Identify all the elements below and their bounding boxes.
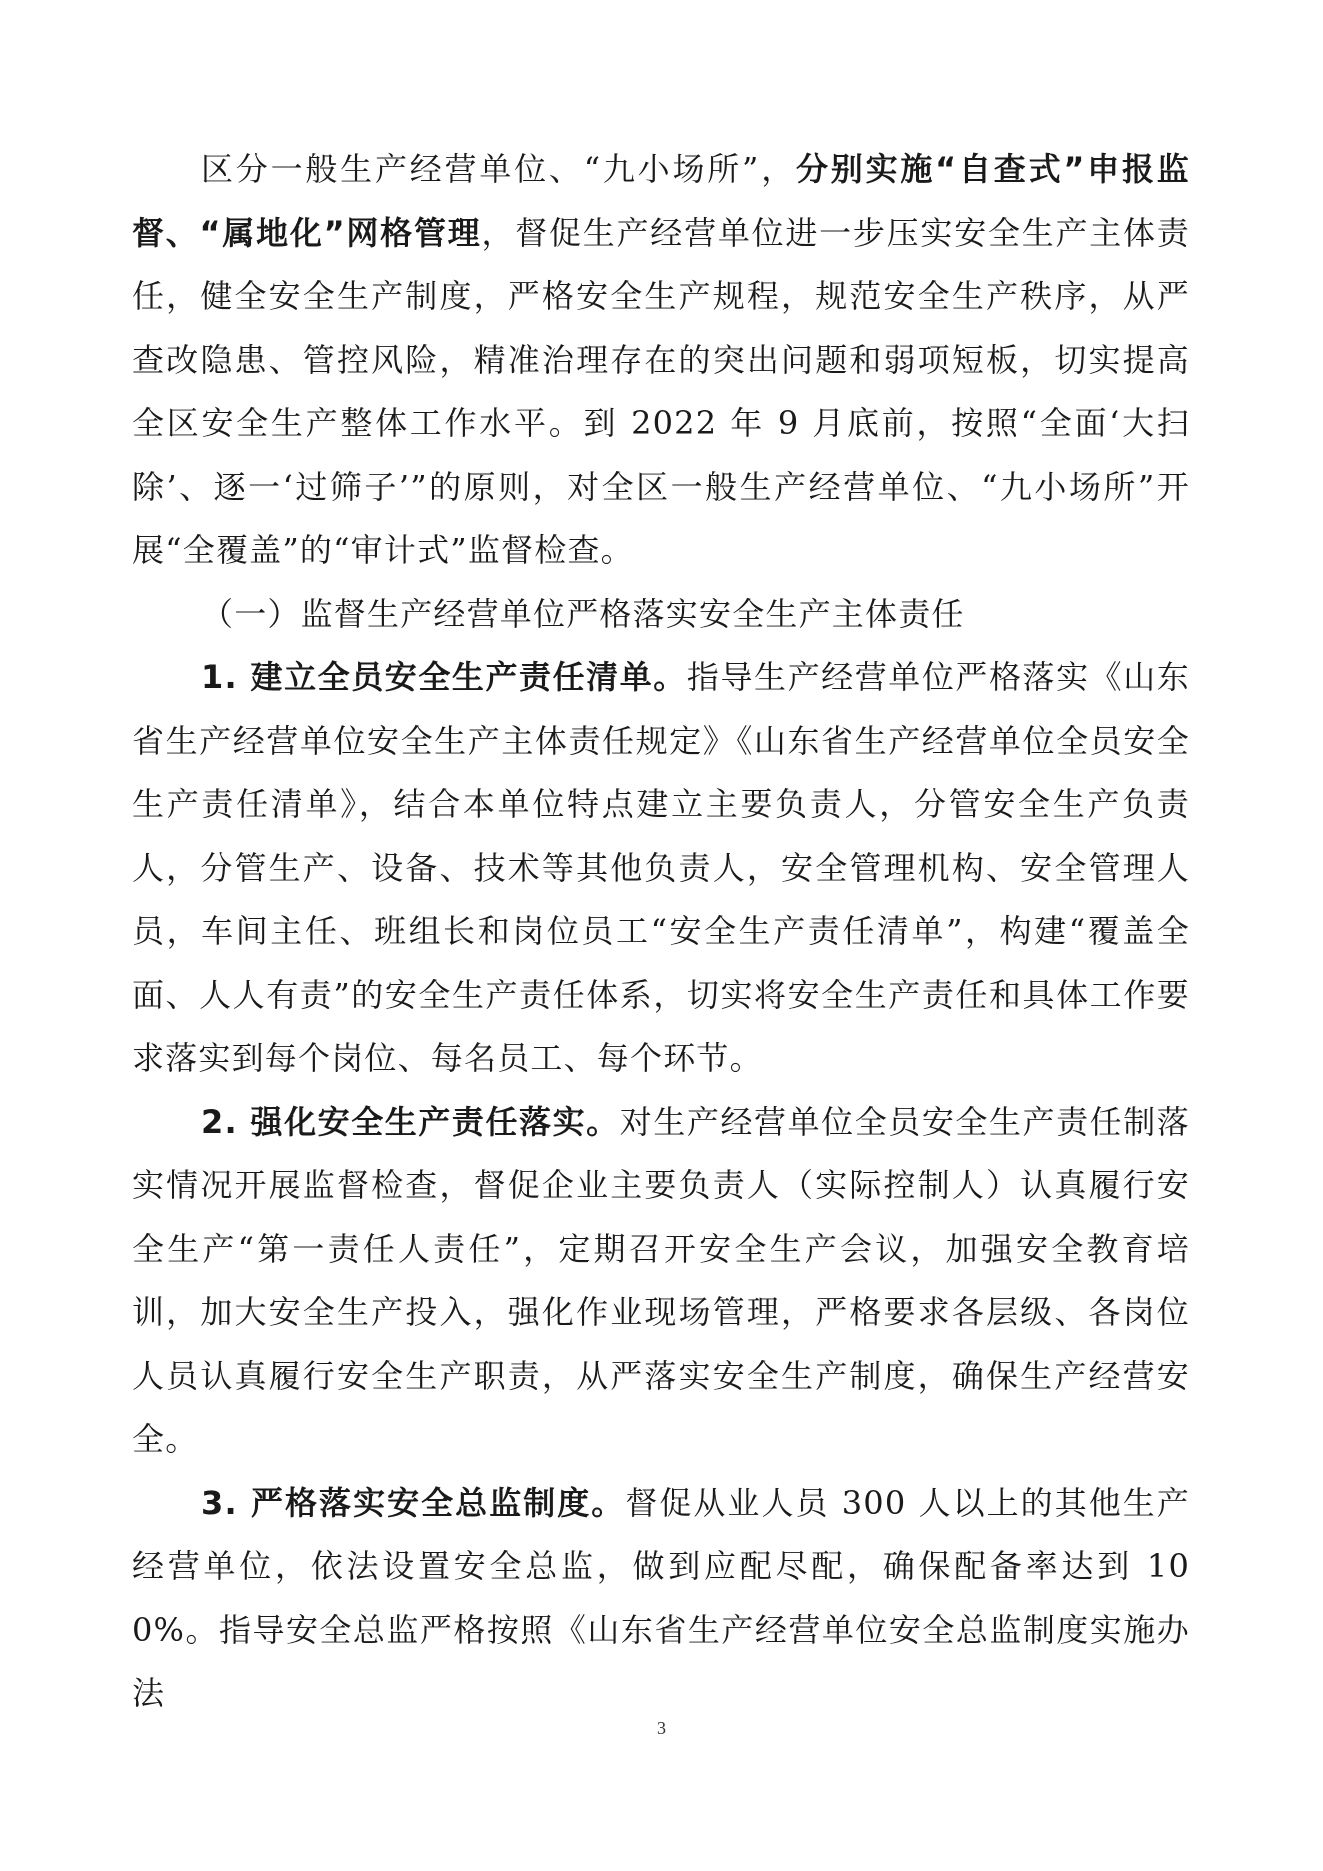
page-number: 3 — [657, 1718, 666, 1738]
intro-text-start: 区分一般生产经营单位、“九小场所”， — [201, 150, 796, 188]
item-title-2: 2. 强化安全生产责任落实。 — [201, 1102, 620, 1141]
item-title-1: 1. 建立全员安全生产责任清单。 — [201, 658, 687, 696]
item-paragraph-1 — [132, 646, 1190, 1091]
intro-paragraph — [132, 138, 1190, 583]
item-title-3: 3. 严格落实安全总监制度。 — [201, 1483, 626, 1522]
item-paragraph-2 — [132, 1091, 1190, 1472]
section-heading: （一）监督生产经营单位严格落实安全生产主体责任 — [201, 594, 965, 633]
item-body-1: 指导生产经营单位严格落实《山东省生产经营单位安全生产主体责任规定》《山东省生产经营单位全员安全生产责任清单》，结合本单位特点建立主要负责人，分管安全生产负责人，分管生产、设备、技术等其他负责人，安全管理机构、安全管理人员，车间主任、班组长和岗位员工“安全生产责任清单”，构建“覆盖全面、人人有责”的安全生产责任体系，切实将安全生产责任和具体工作要求落实到每个岗位、每名员工、每个环节。 — [132, 658, 1190, 1077]
item-paragraph-3 — [132, 1472, 1190, 1726]
intro-bold-text: 分别实施“自查式”申报监督、“属地化”网格管理 — [132, 150, 1190, 252]
document-body — [132, 138, 1190, 1726]
item-body-3: 督促从业人员 300 人以上的其他生产经营单位，依法设置安全总监，做到应配尽配，确保配备率达到 100%。指导安全总监严格按照《山东省生产经营单位安全总监制度实施办法 — [132, 1483, 1190, 1712]
item-body-2: 对生产经营单位全员安全生产责任制落实情况开展监督检查，督促企业主要负责人（实际控制人）认真履行安全生产“第一责任人责任”，定期召开安全生产会议，加强安全教育培训，加大安全生产投入，强化作业现场管理，严格要求各层级、各岗位人员认真履行安全生产职责，从严落实安全生产制度，确保生产经营安全。 — [132, 1102, 1190, 1458]
intro-text-end: ，督促生产经营单位进一步压实安全生产主体责任，健全安全生产制度，严格安全生产规程，规范安全生产秩序，从严查改隐患、管控风险，精准治理存在的突出问题和弱项短板，切实提高全区安全生产整体工作水平。到 2022 年 9 月底前，按照“全面‘大扫除’、逐一‘过筛子’”的原则，对全区一般生产经营单位、“九小场所”开展“全覆盖”的“审计式”监督检查。 — [132, 213, 1190, 569]
